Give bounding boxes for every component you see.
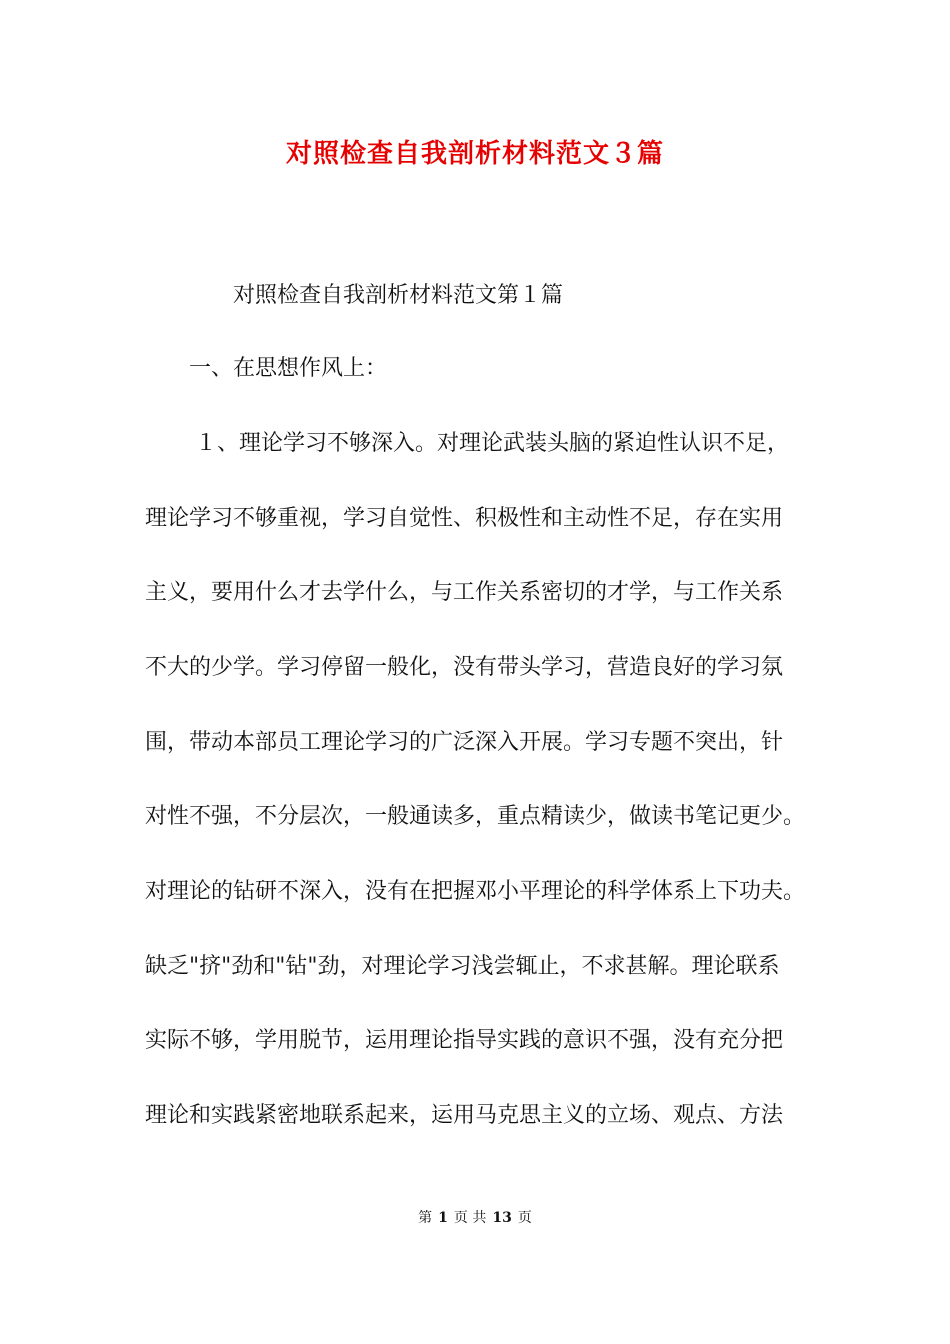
- body-line: 对理论的钻研不深入，没有在把握邓小平理论的科学体系上下功夫。: [145, 879, 806, 904]
- body-line: 围，带动本部员工理论学习的广泛深入开展。学习专题不突出，针: [145, 730, 784, 755]
- body-line: 对性不强，不分层次，一般通读多，重点精读少，做读书笔记更少。: [145, 804, 806, 829]
- page-footer: [0, 1208, 950, 1228]
- document-title: 对照检查自我剖析材料范文３篇: [285, 139, 664, 169]
- body-line: 主义，要用什么才去学什么，与工作关系密切的才学，与工作关系: [145, 580, 784, 605]
- footer-middle: 页 共: [453, 1210, 487, 1226]
- footer-total-pages: 13: [492, 1210, 512, 1226]
- footer-suffix: 页: [517, 1210, 532, 1226]
- body-line: 理论和实践紧密地联系起来，运用马克思主义的立场、观点、方法: [145, 1103, 784, 1128]
- footer-current-page: 1: [438, 1210, 448, 1226]
- section-heading: 一、在思想作风上：: [189, 356, 388, 381]
- body-line: １、理论学习不够深入。对理论武装头脑的紧迫性认识不足，: [195, 431, 790, 456]
- body-line: 缺乏"挤"劲和"钻"劲，对理论学习浅尝辄止，不求甚解。理论联系: [145, 954, 780, 979]
- body-line: 理论学习不够重视，学习自觉性、积极性和主动性不足，存在实用: [145, 506, 784, 531]
- body-line: 不大的少学。学习停留一般化，没有带头学习，营造良好的学习氛: [145, 655, 784, 680]
- footer-prefix: 第: [418, 1210, 433, 1226]
- body-line: 实际不够，学用脱节，运用理论指导实践的意识不强，没有充分把: [145, 1028, 784, 1053]
- article-subtitle: 对照检查自我剖析材料范文第１篇: [233, 283, 564, 308]
